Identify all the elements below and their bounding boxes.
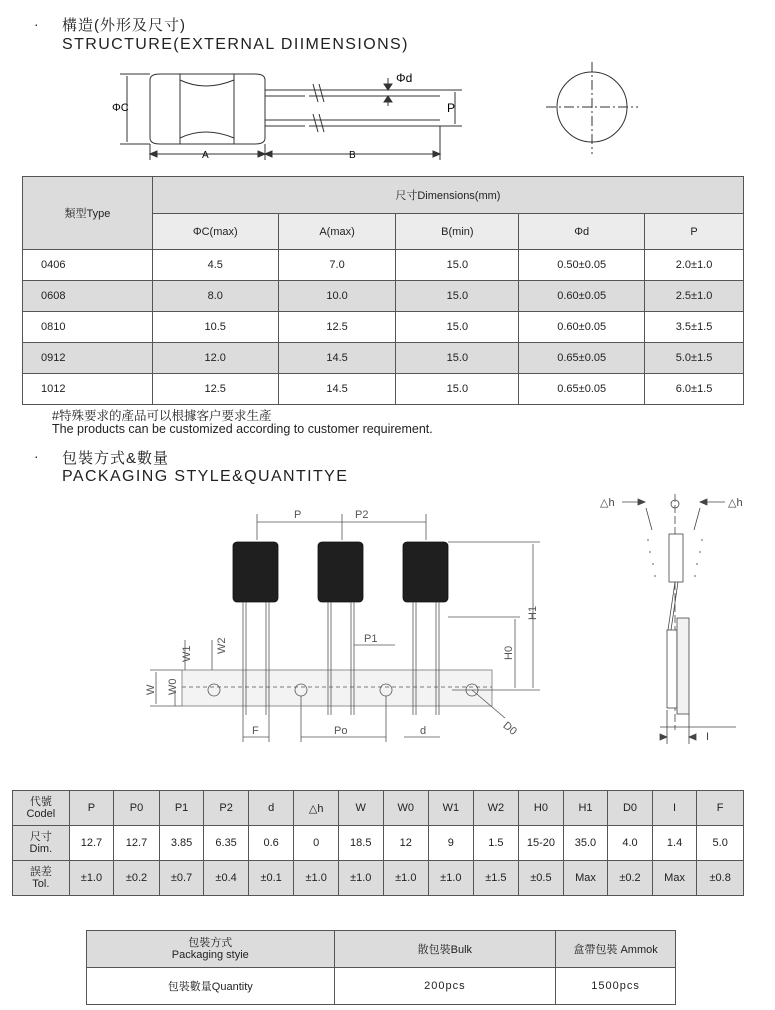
- packaging-spec-table: [12, 790, 744, 896]
- tol-cell: ±0.8: [697, 861, 744, 896]
- cell: 10.5: [152, 312, 278, 343]
- dims-row: [13, 826, 744, 861]
- code-cell: H1: [563, 791, 608, 826]
- tol-cell: ±0.4: [204, 861, 249, 896]
- type-cell: 0912: [23, 343, 153, 374]
- col-header: B(min): [396, 214, 519, 250]
- label-p1: P1: [364, 633, 378, 645]
- col-header: A(max): [278, 214, 396, 250]
- cell: 15.0: [396, 281, 519, 312]
- packaging-style-label: 包裝方式 Packaging styie: [87, 931, 335, 968]
- code-cell: △h: [294, 791, 339, 826]
- code-cell: P: [69, 791, 114, 826]
- label-l: I: [706, 731, 710, 743]
- dim-cell: 9: [429, 826, 474, 861]
- section1-title-en: STRUCTURE(EXTERNAL DIIMENSIONS): [62, 36, 409, 53]
- type-cell: 0406: [23, 250, 153, 281]
- cell: 0.65±0.05: [519, 343, 645, 374]
- section2-bullet: ·: [34, 448, 39, 464]
- tol-cell: ±1.0: [338, 861, 383, 896]
- section1-bullet: ·: [34, 16, 39, 32]
- cell: 14.5: [278, 343, 396, 374]
- tol-cell: ±0.2: [114, 861, 160, 896]
- label-w: W: [145, 684, 157, 695]
- codes-row: [13, 791, 744, 826]
- dim-cell: 35.0: [563, 826, 608, 861]
- label-b: B: [349, 150, 356, 161]
- type-cell: 1012: [23, 374, 153, 405]
- code-label: 代號 Codel: [13, 791, 70, 826]
- tol-cell: ±1.0: [429, 861, 474, 896]
- code-cell: F: [697, 791, 744, 826]
- cell: 12.5: [152, 374, 278, 405]
- cell: 14.5: [278, 374, 396, 405]
- dim-cell: 3.85: [159, 826, 204, 861]
- label-delta-h-left: △h: [600, 497, 615, 509]
- tol-cell: Max: [652, 861, 697, 896]
- tols-row: [13, 861, 744, 896]
- structure-drawing: [0, 0, 775, 175]
- cell: 2.0±1.0: [645, 250, 744, 281]
- cell: 0.60±0.05: [519, 281, 645, 312]
- cell: 10.0: [278, 281, 396, 312]
- label-w2: W2: [216, 637, 228, 654]
- dim-label: 尺寸 Dim.: [13, 826, 70, 861]
- cell: 12.0: [152, 343, 278, 374]
- code-cell: W2: [473, 791, 519, 826]
- type-header: 類型Type: [23, 177, 153, 250]
- dim-cell: 1.4: [652, 826, 697, 861]
- section2-title-cn: 包裝方式&數量: [62, 450, 170, 467]
- label-w1: W1: [181, 645, 193, 662]
- code-cell: P0: [114, 791, 160, 826]
- cell: 8.0: [152, 281, 278, 312]
- tol-cell: ±1.0: [294, 861, 339, 896]
- side-component-body: [669, 534, 683, 582]
- bulk-quantity: 200pcs: [334, 968, 556, 1005]
- inductor-body: [150, 74, 265, 144]
- label-w0: W0: [167, 678, 179, 695]
- label-p: P: [447, 101, 456, 115]
- dim-cell: 12: [383, 826, 429, 861]
- cell: 2.5±1.0: [645, 281, 744, 312]
- dim-cell: 1.5: [473, 826, 519, 861]
- quantity-label: 包裝數量Quantity: [87, 968, 335, 1005]
- code-cell: H0: [519, 791, 564, 826]
- section1-title-cn: 構造(外形及尺寸): [62, 17, 186, 34]
- dim-cell: 0.6: [248, 826, 294, 861]
- ammo-quantity: 1500pcs: [556, 968, 676, 1005]
- code-cell: I: [652, 791, 697, 826]
- label-d: d: [420, 725, 427, 737]
- table-row: [23, 343, 744, 374]
- table-row: [23, 312, 744, 343]
- cell: 3.5±1.5: [645, 312, 744, 343]
- side-view-drawing: [0, 490, 775, 790]
- cell: 7.0: [278, 250, 396, 281]
- code-cell: P1: [159, 791, 204, 826]
- cell: 0.65±0.05: [519, 374, 645, 405]
- dim-cell: 0: [294, 826, 339, 861]
- label-delta-h-right: △h: [728, 497, 743, 509]
- label-a: A: [202, 150, 209, 161]
- tol-cell: ±0.1: [248, 861, 294, 896]
- dim-cell: 18.5: [338, 826, 383, 861]
- label-phi-d: Φd: [396, 71, 413, 85]
- code-cell: d: [248, 791, 294, 826]
- dim-cell: 5.0: [697, 826, 744, 861]
- table-row: [23, 374, 744, 405]
- cell: 15.0: [396, 374, 519, 405]
- cell: 15.0: [396, 250, 519, 281]
- label-d0: D0: [500, 719, 519, 738]
- label-h1: H1: [527, 605, 539, 620]
- cell: 5.0±1.5: [645, 343, 744, 374]
- tol-cell: ±1.0: [69, 861, 114, 896]
- dim-cell: 4.0: [608, 826, 653, 861]
- code-cell: W1: [429, 791, 474, 826]
- note-cn: #特殊要求的產品可以根據客户要求生產: [52, 409, 272, 423]
- note-en: The products can be customized according to customer requirement.: [52, 422, 433, 436]
- col-header: Φd: [519, 214, 645, 250]
- dim-cell: 15-20: [519, 826, 564, 861]
- table-row: [23, 281, 744, 312]
- code-cell: P2: [204, 791, 249, 826]
- label-po: Po: [334, 725, 348, 737]
- table-row: [23, 250, 744, 281]
- cell: 12.5: [278, 312, 396, 343]
- code-cell: W: [338, 791, 383, 826]
- tol-cell: ±0.7: [159, 861, 204, 896]
- col-header: ΦC(max): [152, 214, 278, 250]
- cell: 0.50±0.05: [519, 250, 645, 281]
- label-p: P: [294, 509, 302, 521]
- dim-cell: 12.7: [69, 826, 114, 861]
- tol-cell: ±1.0: [383, 861, 429, 896]
- cell: 0.60±0.05: [519, 312, 645, 343]
- type-cell: 0608: [23, 281, 153, 312]
- tol-cell: ±0.2: [608, 861, 653, 896]
- label-phi-c: ΦC: [112, 102, 129, 114]
- label-f: F: [252, 725, 259, 737]
- tol-cell: Max: [563, 861, 608, 896]
- code-cell: D0: [608, 791, 653, 826]
- quantity-table: [86, 930, 676, 1005]
- label-p2: P2: [355, 509, 369, 521]
- cell: 15.0: [396, 312, 519, 343]
- section2-title-en: PACKAGING STYLE&QUANTITYE: [62, 468, 349, 485]
- label-h0: H0: [503, 645, 515, 660]
- tol-label: 誤差 Tol.: [13, 861, 70, 896]
- bulk-label: 散包裝Bulk: [334, 931, 556, 968]
- cell: 6.0±1.5: [645, 374, 744, 405]
- tol-cell: ±1.5: [473, 861, 519, 896]
- cell: 4.5: [152, 250, 278, 281]
- tol-cell: ±0.5: [519, 861, 564, 896]
- ammo-label: 盒帶包裝 Ammok: [556, 931, 676, 968]
- cell: 15.0: [396, 343, 519, 374]
- dimensions-table: [22, 176, 744, 405]
- dim-cell: 12.7: [114, 826, 160, 861]
- code-cell: W0: [383, 791, 429, 826]
- dim-cell: 6.35: [204, 826, 249, 861]
- dimensions-group-header: 尺寸Dimensions(mm): [152, 177, 743, 214]
- col-header: P: [645, 214, 744, 250]
- type-cell: 0810: [23, 312, 153, 343]
